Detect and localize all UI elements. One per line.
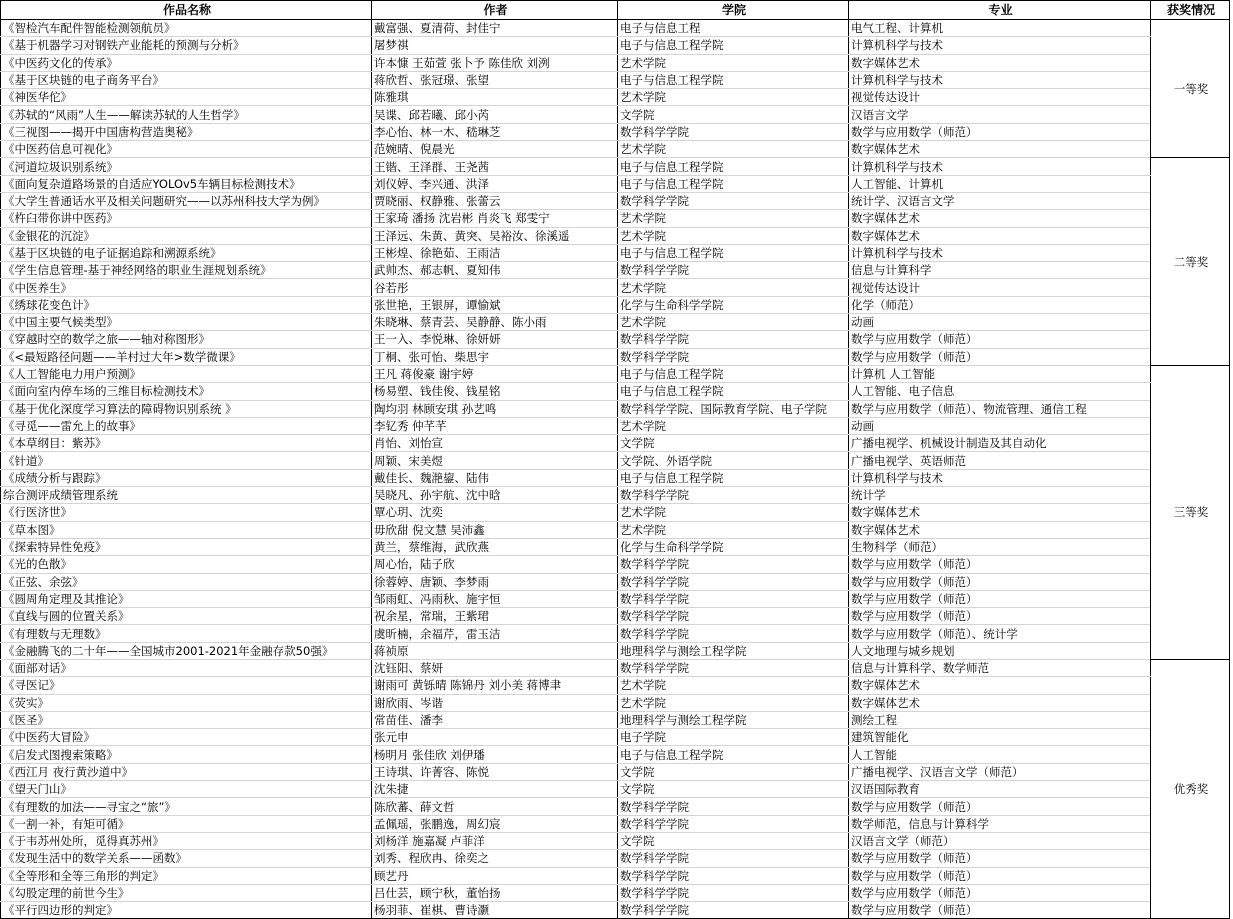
major-cell[interactable]: 计算机科学与技术 xyxy=(849,158,1151,175)
work-title-cell[interactable]: 《西江月 夜行黄沙道中》 xyxy=(1,763,372,780)
major-cell[interactable]: 数字媒体艺术 xyxy=(849,141,1151,158)
major-cell[interactable]: 动画 xyxy=(849,417,1151,434)
college-cell[interactable]: 地理科学与测绘工程学院 xyxy=(618,642,849,659)
college-cell[interactable]: 电子与信息工程学院 xyxy=(618,71,849,88)
author-cell[interactable]: 周颖、宋美煜 xyxy=(372,452,618,469)
major-cell[interactable]: 数学与应用数学（师范） xyxy=(849,798,1151,815)
table-row xyxy=(1,487,1230,504)
college-cell[interactable]: 艺术学院 xyxy=(618,210,849,227)
work-title-cell[interactable]: 《一割一补，有矩可循》 xyxy=(1,815,372,832)
table-row xyxy=(1,694,1230,711)
college-cell[interactable]: 艺术学院 xyxy=(618,89,849,106)
college-cell[interactable]: 化学与生命科学学院 xyxy=(618,538,849,555)
author-cell[interactable]: 武帅杰、郝志帆、夏知伟 xyxy=(372,262,618,279)
major-cell[interactable]: 电气工程、计算机 xyxy=(849,20,1151,37)
table-row xyxy=(1,210,1230,227)
work-title-cell[interactable]: 《学生信息管理-基于神经网络的职业生涯规划系统》 xyxy=(1,262,372,279)
table-row xyxy=(1,521,1230,538)
work-title-cell[interactable]: 《中国主要气候类型》 xyxy=(1,314,372,331)
author-cell[interactable]: 杨明月 张佳欣 刘伊璠 xyxy=(372,746,618,763)
major-cell[interactable]: 测绘工程 xyxy=(849,711,1151,728)
college-cell[interactable]: 艺术学院 xyxy=(618,279,849,296)
work-title-cell[interactable]: 《医圣》 xyxy=(1,711,372,728)
table-row xyxy=(1,590,1230,607)
author-cell[interactable]: 蒋祯原 xyxy=(372,642,618,659)
work-title-cell[interactable]: 综合测评成绩管理系统 xyxy=(1,487,372,504)
major-cell[interactable]: 统计学 xyxy=(849,487,1151,504)
work-title-cell[interactable]: 《发现生活中的数学关系——函数》 xyxy=(1,850,372,867)
work-title-cell[interactable]: 《苏轼的“风雨”人生——解读苏轼的人生哲学》 xyxy=(1,106,372,123)
college-cell[interactable]: 艺术学院 xyxy=(618,54,849,71)
author-cell[interactable]: 孟佩瑶，张鹏逸，周幻宸 xyxy=(372,815,618,832)
author-cell[interactable]: 黄兰，蔡维海，武欣燕 xyxy=(372,538,618,555)
work-title-cell[interactable]: 《本草纲目：紫苏》 xyxy=(1,435,372,452)
table-row xyxy=(1,573,1230,590)
table-row xyxy=(1,296,1230,313)
author-cell[interactable]: 吕仕芸，顾宁秋，董怡扬 xyxy=(372,884,618,901)
author-cell[interactable]: 范婉晴、倪晨光 xyxy=(372,141,618,158)
header-award[interactable]: 获奖情况 xyxy=(1151,1,1230,20)
major-cell[interactable]: 化学（师范） xyxy=(849,296,1151,313)
college-cell[interactable]: 艺术学院 xyxy=(618,504,849,521)
major-cell[interactable]: 数学与应用数学（师范） xyxy=(849,850,1151,867)
award-level-cell[interactable]: 一等奖 xyxy=(1151,20,1230,158)
major-cell[interactable]: 视觉传达设计 xyxy=(849,279,1151,296)
table-body xyxy=(1,20,1230,919)
college-cell[interactable]: 数学科学学院、国际教育学院、电子学院 xyxy=(618,400,849,417)
major-cell[interactable]: 统计学、汉语言文学 xyxy=(849,192,1151,209)
work-title-cell[interactable]: 《成绩分析与跟踪》 xyxy=(1,469,372,486)
author-cell[interactable]: 杨易塑、钱佳俊、钱星铭 xyxy=(372,383,618,400)
college-cell[interactable]: 数学科学学院 xyxy=(618,625,849,642)
author-cell[interactable]: 吴晓凡、孙宇航、沈中晗 xyxy=(372,487,618,504)
major-cell[interactable]: 人工智能、计算机 xyxy=(849,175,1151,192)
work-title-cell[interactable]: 《平行四边形的判定》 xyxy=(1,902,372,919)
work-title-cell[interactable]: 《寻医记》 xyxy=(1,677,372,694)
table-row xyxy=(1,227,1230,244)
award-level-cell[interactable]: 三等奖 xyxy=(1151,365,1230,659)
author-cell[interactable]: 李钇秀 仲芊芊 xyxy=(372,417,618,434)
work-title-cell[interactable]: 《面向复杂道路场景的自适应YOLOv5车辆目标检测技术》 xyxy=(1,175,372,192)
college-cell[interactable]: 数学科学学院 xyxy=(618,192,849,209)
major-cell[interactable]: 计算机科学与技术 xyxy=(849,244,1151,261)
author-cell[interactable]: 王一入、李悦琳、徐妍妍 xyxy=(372,331,618,348)
work-title-cell[interactable]: 《光的色散》 xyxy=(1,556,372,573)
author-cell[interactable]: 周心怡，陆子欣 xyxy=(372,556,618,573)
major-cell[interactable]: 生物科学（师范） xyxy=(849,538,1151,555)
college-cell[interactable]: 艺术学院 xyxy=(618,521,849,538)
author-cell[interactable]: 王诗琪、许菁容、陈悦 xyxy=(372,763,618,780)
table-row xyxy=(1,469,1230,486)
author-cell[interactable]: 许本慷 王茹萱 张卜予 陈佳欣 刘洌 xyxy=(372,54,618,71)
table-row xyxy=(1,832,1230,849)
major-cell[interactable]: 建筑智能化 xyxy=(849,729,1151,746)
work-title-cell[interactable]: 《金融腾飞的二十年——全国城市2001-2021年金融存款50强》 xyxy=(1,642,372,659)
work-title-cell[interactable]: 《有理数与无理数》 xyxy=(1,625,372,642)
table-row xyxy=(1,331,1230,348)
table-row xyxy=(1,417,1230,434)
college-cell[interactable]: 数学科学学院 xyxy=(618,884,849,901)
college-cell[interactable]: 文学院 xyxy=(618,106,849,123)
author-cell[interactable]: 张元申 xyxy=(372,729,618,746)
author-cell[interactable]: 徐蓉婷、唐颖、李梦雨 xyxy=(372,573,618,590)
work-title-cell[interactable]: 《基于区块链的电子商务平台》 xyxy=(1,71,372,88)
work-title-cell[interactable]: 《面向室内停车场的三维目标检测技术》 xyxy=(1,383,372,400)
table-row xyxy=(1,538,1230,555)
major-cell[interactable]: 数学与应用数学（师范） xyxy=(849,123,1151,140)
author-cell[interactable]: 李心怡、林一木、嵇琳芝 xyxy=(372,123,618,140)
major-cell[interactable]: 数字媒体艺术 xyxy=(849,677,1151,694)
college-cell[interactable]: 电子与信息工程学院 xyxy=(618,175,849,192)
author-cell[interactable]: 虞昕楠，余福芹，雷玉洁 xyxy=(372,625,618,642)
table-row xyxy=(1,383,1230,400)
college-cell[interactable]: 数学科学学院 xyxy=(618,867,849,884)
major-cell[interactable]: 视觉传达设计 xyxy=(849,89,1151,106)
table-row xyxy=(1,815,1230,832)
college-cell[interactable]: 艺术学院 xyxy=(618,314,849,331)
college-cell[interactable]: 化学与生命科学学院 xyxy=(618,296,849,313)
work-title-cell[interactable]: 《勾股定理的前世今生》 xyxy=(1,884,372,901)
college-cell[interactable]: 数学科学学院 xyxy=(618,348,849,365)
author-cell[interactable]: 王家琦 潘扬 沈岩彬 肖炎飞 郑雯宁 xyxy=(372,210,618,227)
header-row xyxy=(1,1,1230,20)
table-row xyxy=(1,400,1230,417)
author-cell[interactable]: 祝余星，常瑞，王紫珺 xyxy=(372,608,618,625)
college-cell[interactable]: 电子与信息工程学院 xyxy=(618,158,849,175)
college-cell[interactable]: 数学科学学院 xyxy=(618,902,849,919)
college-cell[interactable]: 电子与信息工程学院 xyxy=(618,37,849,54)
college-cell[interactable]: 艺术学院 xyxy=(618,694,849,711)
major-cell[interactable]: 数学与应用数学（师范） xyxy=(849,348,1151,365)
table-row xyxy=(1,556,1230,573)
work-title-cell[interactable]: 《河道垃圾识别系统》 xyxy=(1,158,372,175)
college-cell[interactable]: 数学科学学院 xyxy=(618,850,849,867)
table-row xyxy=(1,850,1230,867)
work-title-cell[interactable]: 《<最短路径问题——羊村过大年>数学微课》 xyxy=(1,348,372,365)
major-cell[interactable]: 数学与应用数学（师范） xyxy=(849,590,1151,607)
college-cell[interactable]: 电子与信息工程学院 xyxy=(618,746,849,763)
table-row xyxy=(1,89,1230,106)
author-cell[interactable]: 张世艳，王银屏，谭愉斌 xyxy=(372,296,618,313)
major-cell[interactable]: 计算机科学与技术 xyxy=(849,37,1151,54)
college-cell[interactable]: 艺术学院 xyxy=(618,227,849,244)
college-cell[interactable]: 电子与信息工程学院 xyxy=(618,365,849,382)
work-title-cell[interactable]: 《寻觅——雷允上的故事》 xyxy=(1,417,372,434)
table-row xyxy=(1,37,1230,54)
table-row xyxy=(1,141,1230,158)
table-row xyxy=(1,608,1230,625)
table-row xyxy=(1,262,1230,279)
major-cell[interactable]: 数学与应用数学（师范）、物流管理、通信工程 xyxy=(849,400,1151,417)
major-cell[interactable]: 动画 xyxy=(849,314,1151,331)
author-cell[interactable]: 吴谍、邱若曦、邱小芮 xyxy=(372,106,618,123)
author-cell[interactable]: 沈钰阳、蔡妍 xyxy=(372,659,618,676)
author-cell[interactable]: 陈欣蕃、薛文哲 xyxy=(372,798,618,815)
college-cell[interactable]: 艺术学院 xyxy=(618,417,849,434)
header-college[interactable]: 学院 xyxy=(618,1,849,20)
table-row xyxy=(1,504,1230,521)
table-row xyxy=(1,452,1230,469)
table-row xyxy=(1,54,1230,71)
college-cell[interactable]: 地理科学与测绘工程学院 xyxy=(618,711,849,728)
table-row xyxy=(1,867,1230,884)
major-cell[interactable]: 计算机科学与技术 xyxy=(849,71,1151,88)
work-title-cell[interactable]: 《基于区块链的电子证据追踪和溯源系统》 xyxy=(1,244,372,261)
award-level-cell[interactable]: 优秀奖 xyxy=(1151,659,1230,918)
work-title-cell[interactable]: 《大学生普通话水平及相关问题研究——以苏州科技大学为例》 xyxy=(1,192,372,209)
author-cell[interactable]: 朱晓琳、蔡青芸、吴静静、陈小雨 xyxy=(372,314,618,331)
table-row xyxy=(1,746,1230,763)
major-cell[interactable]: 数学与应用数学（师范） xyxy=(849,331,1151,348)
major-cell[interactable]: 数学与应用数学（师范） xyxy=(849,573,1151,590)
header-author[interactable]: 作者 xyxy=(372,1,618,20)
author-cell[interactable]: 刘仪婷、李兴通、洪泽 xyxy=(372,175,618,192)
work-title-cell[interactable]: 《直线与圆的位置关系》 xyxy=(1,608,372,625)
college-cell[interactable]: 数学科学学院 xyxy=(618,573,849,590)
work-title-cell[interactable]: 《行医济世》 xyxy=(1,504,372,521)
work-title-cell[interactable]: 《中医药信息可视化》 xyxy=(1,141,372,158)
college-cell[interactable]: 艺术学院 xyxy=(618,141,849,158)
table-row xyxy=(1,175,1230,192)
award-level-cell[interactable]: 二等奖 xyxy=(1151,158,1230,366)
work-title-cell[interactable]: 《中医药大冒险》 xyxy=(1,729,372,746)
work-title-cell[interactable]: 《绣球花变色计》 xyxy=(1,296,372,313)
author-cell[interactable]: 毋欣甜 倪文慧 吴沛鑫 xyxy=(372,521,618,538)
college-cell[interactable]: 文学院、外语学院 xyxy=(618,452,849,469)
author-cell[interactable]: 陶均羽 林顾安琪 孙艺鸣 xyxy=(372,400,618,417)
major-cell[interactable]: 数学与应用数学（师范）、统计学 xyxy=(849,625,1151,642)
author-cell[interactable]: 谢欣雨、岑谐 xyxy=(372,694,618,711)
college-cell[interactable]: 艺术学院 xyxy=(618,677,849,694)
work-title-cell[interactable]: 《中医药文化的传承》 xyxy=(1,54,372,71)
author-cell[interactable]: 王彬煌、徐艳茹、王雨洁 xyxy=(372,244,618,261)
author-cell[interactable]: 刘秀、程欣冉、徐奕之 xyxy=(372,850,618,867)
table-row xyxy=(1,763,1230,780)
author-cell[interactable]: 顾艺丹 xyxy=(372,867,618,884)
author-cell[interactable]: 贾晓丽、权静雅、张蕾云 xyxy=(372,192,618,209)
college-cell[interactable]: 文学院 xyxy=(618,832,849,849)
work-title-cell[interactable]: 《望天门山》 xyxy=(1,781,372,798)
college-cell[interactable]: 电子与信息工程学院 xyxy=(618,469,849,486)
author-cell[interactable]: 覃心玥、沈奕 xyxy=(372,504,618,521)
table-row xyxy=(1,348,1230,365)
table-row xyxy=(1,798,1230,815)
author-cell[interactable]: 蒋欣哲、张冠璟、张望 xyxy=(372,71,618,88)
major-cell[interactable]: 汉语言文学（师范） xyxy=(849,832,1151,849)
table-row xyxy=(1,677,1230,694)
major-cell[interactable]: 数字媒体艺术 xyxy=(849,694,1151,711)
table-row xyxy=(1,659,1230,676)
work-title-cell[interactable]: 《草本图》 xyxy=(1,521,372,538)
header-major[interactable]: 专业 xyxy=(849,1,1151,20)
header-work-title[interactable]: 作品名称 xyxy=(1,1,372,20)
author-cell[interactable]: 常苗佳、潘李 xyxy=(372,711,618,728)
author-cell[interactable]: 邹雨虹、冯雨秋、施宇恒 xyxy=(372,590,618,607)
college-cell[interactable]: 文学院 xyxy=(618,763,849,780)
work-title-cell[interactable]: 《中医养生》 xyxy=(1,279,372,296)
major-cell[interactable]: 汉语言文学 xyxy=(849,106,1151,123)
work-title-cell[interactable]: 《启发式图搜索策略》 xyxy=(1,746,372,763)
table-row xyxy=(1,123,1230,140)
author-cell[interactable]: 杨羽菲、崔棋、曹诗灏 xyxy=(372,902,618,919)
author-cell[interactable]: 谢雨可 黄铄晴 陈锦丹 刘小美 蒋博聿 xyxy=(372,677,618,694)
major-cell[interactable]: 信息与计算科学 xyxy=(849,262,1151,279)
author-cell[interactable]: 刘杨洋 施嘉凝 卢菲洋 xyxy=(372,832,618,849)
author-cell[interactable]: 谷若彤 xyxy=(372,279,618,296)
college-cell[interactable]: 电子学院 xyxy=(618,729,849,746)
major-cell[interactable]: 数字媒体艺术 xyxy=(849,54,1151,71)
major-cell[interactable]: 数字媒体艺术 xyxy=(849,521,1151,538)
table-row xyxy=(1,435,1230,452)
work-title-cell[interactable]: 《圆周角定理及其推论》 xyxy=(1,590,372,607)
major-cell[interactable]: 数学与应用数学（师范） xyxy=(849,884,1151,901)
major-cell[interactable]: 数学与应用数学（师范） xyxy=(849,902,1151,919)
table-row xyxy=(1,781,1230,798)
work-title-cell[interactable]: 《于韦苏州处所，觅得真苏州》 xyxy=(1,832,372,849)
college-cell[interactable]: 文学院 xyxy=(618,435,849,452)
college-cell[interactable]: 电子与信息工程学院 xyxy=(618,383,849,400)
major-cell[interactable]: 计算机 人工智能 xyxy=(849,365,1151,382)
college-cell[interactable]: 数学科学学院 xyxy=(618,123,849,140)
table-row xyxy=(1,884,1230,901)
college-cell[interactable]: 数学科学学院 xyxy=(618,815,849,832)
major-cell[interactable]: 数字媒体艺术 xyxy=(849,227,1151,244)
author-cell[interactable]: 屠梦祺 xyxy=(372,37,618,54)
college-cell[interactable]: 数学科学学院 xyxy=(618,798,849,815)
college-cell[interactable]: 数学科学学院 xyxy=(618,590,849,607)
work-title-cell[interactable]: 《面部对话》 xyxy=(1,659,372,676)
author-cell[interactable]: 沈朱捷 xyxy=(372,781,618,798)
college-cell[interactable]: 电子与信息工程 xyxy=(618,20,849,37)
work-title-cell[interactable]: 《神医华佗》 xyxy=(1,89,372,106)
work-title-cell[interactable]: 《基于优化深度学习算法的障碍物识别系统 》 xyxy=(1,400,372,417)
college-cell[interactable]: 数学科学学院 xyxy=(618,608,849,625)
college-cell[interactable]: 数学科学学院 xyxy=(618,659,849,676)
work-title-cell[interactable]: 《基于机器学习对钢铁产业能耗的预测与分析》 xyxy=(1,37,372,54)
table-row xyxy=(1,279,1230,296)
author-cell[interactable]: 王凡 蒋俊豪 谢宇婷 xyxy=(372,365,618,382)
author-cell[interactable]: 肖怡、刘怡宣 xyxy=(372,435,618,452)
college-cell[interactable]: 数学科学学院 xyxy=(618,331,849,348)
major-cell[interactable]: 计算机科学与技术 xyxy=(849,469,1151,486)
work-title-cell[interactable]: 《全等形和全等三角形的判定》 xyxy=(1,867,372,884)
work-title-cell[interactable]: 《人工智能电力用户预测》 xyxy=(1,365,372,382)
table-row xyxy=(1,192,1230,209)
college-cell[interactable]: 数学科学学院 xyxy=(618,487,849,504)
table-row xyxy=(1,365,1230,382)
table-row xyxy=(1,158,1230,175)
major-cell[interactable]: 广播电视学、汉语言文学（师范） xyxy=(849,763,1151,780)
major-cell[interactable]: 数学与应用数学（师范） xyxy=(849,867,1151,884)
table-row xyxy=(1,314,1230,331)
major-cell[interactable]: 汉语国际教育 xyxy=(849,781,1151,798)
work-title-cell[interactable]: 《探索特异性免疫》 xyxy=(1,538,372,555)
work-title-cell[interactable]: 《荧实》 xyxy=(1,694,372,711)
author-cell[interactable]: 王锴、王泽群、王尧茜 xyxy=(372,158,618,175)
table-row xyxy=(1,625,1230,642)
major-cell[interactable]: 数学师范，信息与计算科学 xyxy=(849,815,1151,832)
author-cell[interactable]: 戴佳长、魏滟鋆、陆伟 xyxy=(372,469,618,486)
author-cell[interactable]: 丁桐、张可怡、柴思宇 xyxy=(372,348,618,365)
table-row xyxy=(1,729,1230,746)
college-cell[interactable]: 数学科学学院 xyxy=(618,556,849,573)
college-cell[interactable]: 文学院 xyxy=(618,781,849,798)
work-title-cell[interactable]: 《智检汽车配件智能检测领航员》 xyxy=(1,20,372,37)
college-cell[interactable]: 电子与信息工程学院 xyxy=(618,244,849,261)
work-title-cell[interactable]: 《针道》 xyxy=(1,452,372,469)
college-cell[interactable]: 数学科学学院 xyxy=(618,262,849,279)
author-cell[interactable]: 戴富强、夏清荷、封佳宁 xyxy=(372,20,618,37)
major-cell[interactable]: 人工智能、电子信息 xyxy=(849,383,1151,400)
major-cell[interactable]: 广播电视学、英语师范 xyxy=(849,452,1151,469)
work-title-cell[interactable]: 《三视图——揭开中国唐构营造奥秘》 xyxy=(1,123,372,140)
work-title-cell[interactable]: 《正弦、余弦》 xyxy=(1,573,372,590)
work-title-cell[interactable]: 《金银花的沉淀》 xyxy=(1,227,372,244)
table-row xyxy=(1,711,1230,728)
table-row xyxy=(1,902,1230,919)
table-row xyxy=(1,642,1230,659)
table-row xyxy=(1,71,1230,88)
major-cell[interactable]: 数学与应用数学（师范） xyxy=(849,608,1151,625)
major-cell[interactable]: 广播电视学、机械设计制造及其自动化 xyxy=(849,435,1151,452)
work-title-cell[interactable]: 《有理数的加法——寻宝之“旅”》 xyxy=(1,798,372,815)
major-cell[interactable]: 数字媒体艺术 xyxy=(849,210,1151,227)
table-row xyxy=(1,20,1230,37)
table-row xyxy=(1,244,1230,261)
major-cell[interactable]: 人文地理与城乡规划 xyxy=(849,642,1151,659)
work-title-cell[interactable]: 《杵臼带你讲中医药》 xyxy=(1,210,372,227)
author-cell[interactable]: 陈雅琪 xyxy=(372,89,618,106)
table-row xyxy=(1,106,1230,123)
author-cell[interactable]: 王泽远、朱黄、黄突、吴裕汝、徐溪遥 xyxy=(372,227,618,244)
major-cell[interactable]: 数学与应用数学（师范） xyxy=(849,556,1151,573)
work-title-cell[interactable]: 《穿越时空的数学之旅——轴对称图形》 xyxy=(1,331,372,348)
major-cell[interactable]: 人工智能 xyxy=(849,746,1151,763)
major-cell[interactable]: 信息与计算科学、数学师范 xyxy=(849,659,1151,676)
major-cell[interactable]: 数字媒体艺术 xyxy=(849,504,1151,521)
